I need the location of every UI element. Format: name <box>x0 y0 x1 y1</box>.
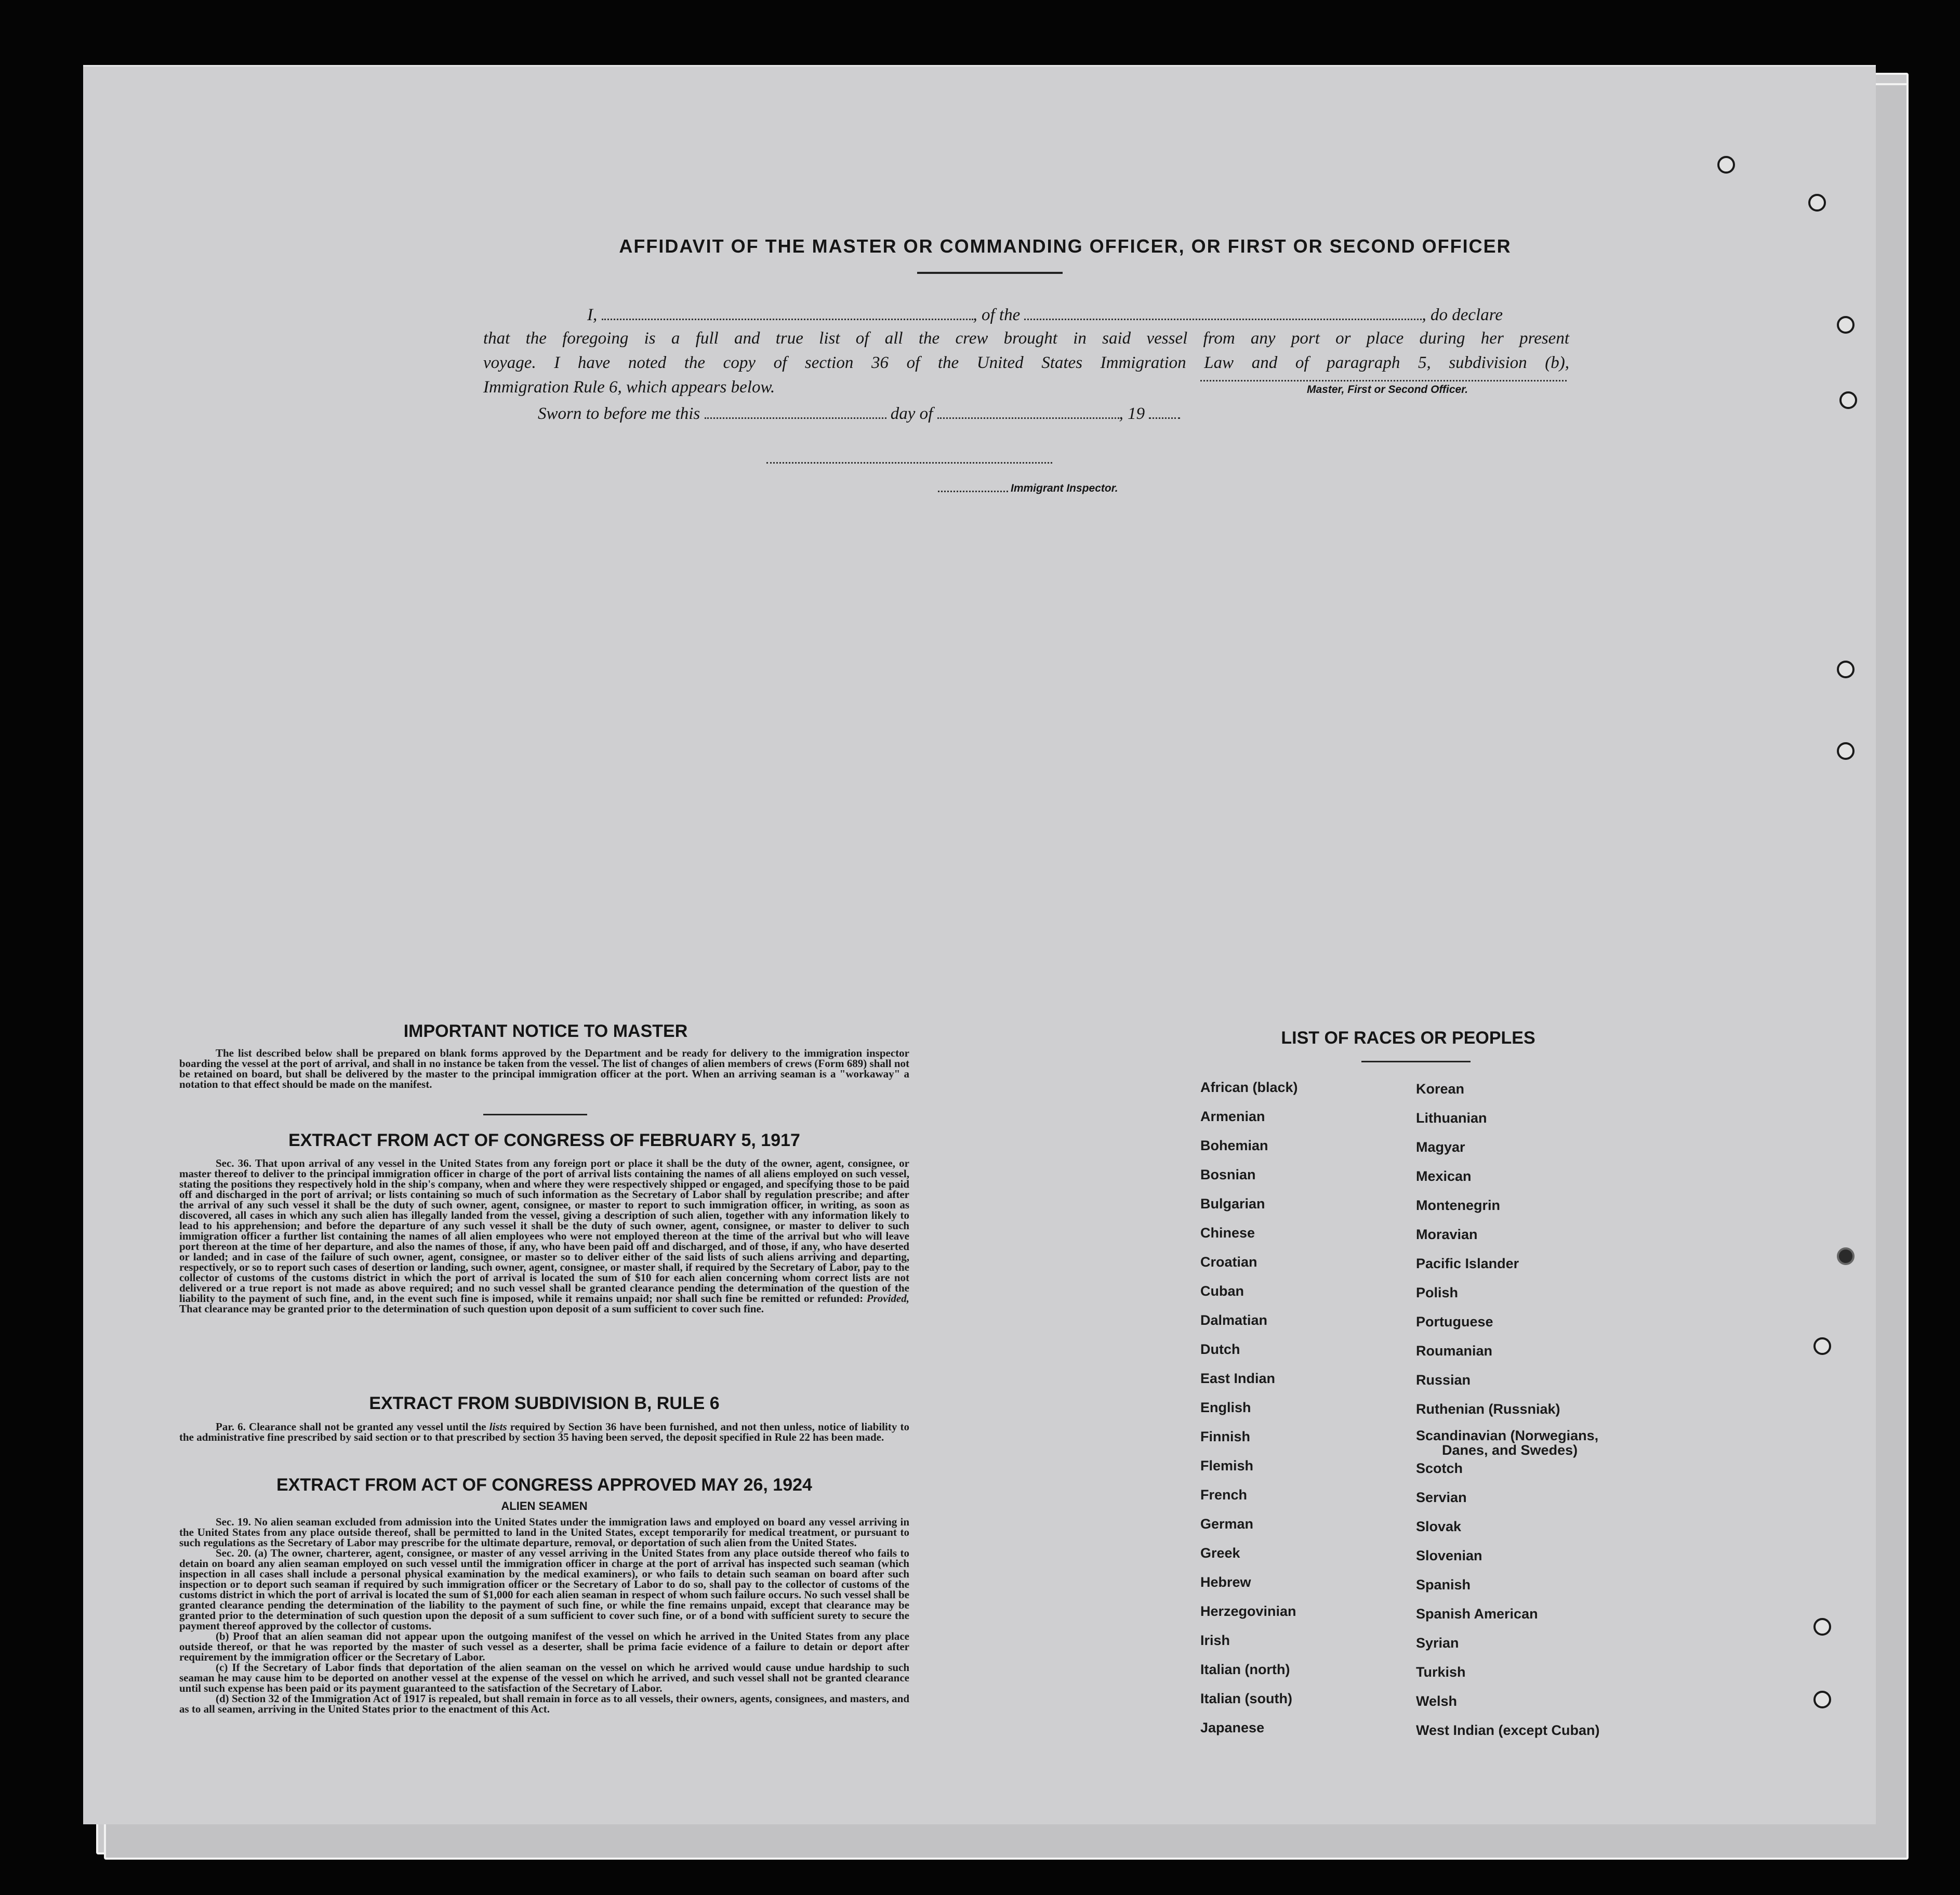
race-item: Pacific Islander <box>1416 1256 1519 1271</box>
sworn-line <box>538 402 1317 426</box>
lists-word: lists <box>489 1420 507 1433</box>
race-item: Cuban <box>1200 1283 1244 1299</box>
race-item: Bulgarian <box>1200 1196 1265 1212</box>
notice-paragraph: The list described below shall be prepared on blank forms approved by the Department and be ready for delivery to the immigration inspector boarding the vessel at the port of arrival, and shall in no instance be taken from the vessel. The list of changes of alien members of crews (Form 689) shall not be retained on board, but shall be delivered by the master to the principal immigration officer at the port. When an arriving seaman is a "workaway" a notation to that effect should be made on the manifest. <box>179 1047 909 1090</box>
race-item: Scotch <box>1416 1460 1463 1476</box>
extract-1917-text <box>179 1158 909 1314</box>
race-item: Scandinavian (Norwegians, <box>1416 1428 1599 1443</box>
do-declare-label: , do declare <box>1422 306 1503 324</box>
binder-hole <box>1837 1247 1855 1265</box>
race-item: Montenegrin <box>1416 1197 1500 1213</box>
inspector-signature-field[interactable] <box>766 462 1052 464</box>
sworn-year-field[interactable] <box>1149 417 1180 419</box>
race-item: German <box>1200 1516 1254 1532</box>
race-item: Italian (south) <box>1200 1691 1292 1706</box>
inspector-dotted-prefix <box>938 490 1008 492</box>
affidavit-line-2: that the foregoing is a full and true list of all the crew brought in said vessel from any port or place during her present <box>483 329 1569 348</box>
sec20c-paragraph: (c) If the Secretary of Labor finds that deportation of the alien seaman on the vessel on which he arrived would cause undue hardship to such seaman he may cause him to be deported on another vessel at the expense of the vessel on which he arrived, and such vessel shall not be granted clearance until such expense has been paid or its payment guaranteed to the satisfaction of the Secretary of Labor. <box>179 1661 909 1694</box>
title-underline <box>917 272 1063 274</box>
race-item: Bosnian <box>1200 1167 1256 1182</box>
race-item: Spanish American <box>1416 1606 1538 1622</box>
races-title-underline <box>1361 1061 1471 1062</box>
sworn-day-field[interactable] <box>705 417 886 419</box>
race-item: Ruthenian (Russniak) <box>1416 1401 1560 1417</box>
of-the-label: , of the <box>973 306 1021 324</box>
race-item: Magyar <box>1416 1139 1465 1155</box>
race-item: Chinese <box>1200 1225 1255 1241</box>
provided-word: Provided, <box>866 1292 909 1305</box>
notice-divider <box>483 1114 587 1115</box>
rule6-title: EXTRACT FROM SUBDIVISION B, RULE 6 <box>369 1393 720 1413</box>
notice-text <box>179 1048 909 1089</box>
binder-hole <box>1717 156 1735 174</box>
extract-1917-paragraph <box>179 1158 909 1314</box>
officer-signature-field[interactable] <box>1200 379 1567 381</box>
race-item: Finnish <box>1200 1429 1250 1444</box>
officer-signature-label: Master, First or Second Officer. <box>1307 384 1468 396</box>
race-item: Croatian <box>1200 1254 1257 1270</box>
sec19-paragraph: Sec. 19. No alien seaman excluded from admission into the United States under the immigration laws and employed on board any vessel arriving in the United States from any place outside thereof, shall be permitted to land in the United States, except temporarily for medical treatment, or pursuant to such regulations as the Secretary of Labor may prescribe for the ultimate departure, removal, or deportation of such alien from the United States. <box>179 1516 909 1549</box>
alien-seamen-subtitle: ALIEN SEAMEN <box>501 1499 588 1512</box>
binder-hole <box>1837 742 1855 760</box>
rule6-text <box>179 1422 909 1442</box>
binder-hole <box>1837 661 1855 678</box>
race-item: Irish <box>1200 1633 1230 1648</box>
affidavit-line-3: voyage. I have noted the copy of section 36 of the United States Immigration Law and of paragraph 5, subdivision (b), <box>483 353 1569 372</box>
race-item: English <box>1200 1400 1251 1415</box>
race-item: Korean <box>1416 1081 1465 1097</box>
race-item: Slovenian <box>1416 1548 1482 1563</box>
race-item: West Indian (except Cuban) <box>1416 1722 1600 1738</box>
affidavit-line-1 <box>535 303 1569 327</box>
sworn-year-label: , 19 <box>1119 404 1145 423</box>
affidavit-i-label: I, <box>587 306 598 324</box>
sworn-prefix: Sworn to before me this <box>538 404 700 423</box>
sec36-text-end: That clearance may be granted prior to the determination of such question upon deposit of a sum sufficient to cover such fine. <box>179 1302 764 1315</box>
master-name-field[interactable] <box>602 318 973 320</box>
form-sheet <box>83 65 1876 1824</box>
vessel-name-field[interactable] <box>1024 318 1422 320</box>
race-item: Dalmatian <box>1200 1312 1268 1328</box>
race-item: Herzegovinian <box>1200 1603 1296 1619</box>
binder-hole <box>1837 316 1855 334</box>
race-item: Spanish <box>1416 1577 1471 1593</box>
race-item: French <box>1200 1487 1248 1503</box>
binder-hole <box>1813 1618 1831 1636</box>
race-item: Flemish <box>1200 1458 1254 1473</box>
race-item: Servian <box>1416 1490 1467 1505</box>
sec20a-paragraph: Sec. 20. (a) The owner, charterer, agent, consignee, or master of any vessel arriving in the United States from any place outside thereof who fails to detain on board any alien seaman employed on such vessel until the immigration officer in charge at the port of arrival has inspected such seaman (which inspection in all cases shall include a personal physical examination by the medical examiners), or who fails to detain such seaman on board after such inspection or to deport such seaman if required by such immigration officer or the Secretary of Labor to do so, shall pay to the collector of customs of the customs district in which the port of arrival is located the sum of $1,000 for each alien seaman in respect of whom such failure occurs. No such vessel shall be granted clearance pending the determination of the liability to the payment of such fine, or while the fine remains unpaid, except that clearance may be granted prior to the determination of such question upon the deposit of a sum sufficient to cover such fine, or of a bond with sufficient surety to secure the payment thereof approved by the collector of customs. <box>179 1547 909 1632</box>
sec20b-paragraph: (b) Proof that an alien seaman did not appear upon the outgoing manifest of the vessel on which he arrived in the United States from any place outside thereof, or that he was reported by the master of such vessel as a deserter, shall be prima facie evidence of a failure to detain or deport after requirement by the immigration officer or the Secretary of Labor. <box>179 1630 909 1663</box>
rule6-paragraph <box>179 1422 909 1442</box>
extract-1924-text <box>179 1517 909 1714</box>
race-item: Syrian <box>1416 1635 1459 1651</box>
affidavit-title: AFFIDAVIT OF THE MASTER OR COMMANDING OFFICER, OR FIRST OR SECOND OFFICER <box>619 235 1512 257</box>
race-item: Armenian <box>1200 1109 1265 1124</box>
binder-hole <box>1813 1337 1831 1355</box>
sec36-text: Sec. 36. That upon arrival of any vessel in the United States from any foreign port or place it shall be the duty of the owner, agent, consignee, or master thereof to deliver to the principal immigration officer in charge of the port of arrival lists containing the names of all aliens employed on such vessel, stating the positions they respectively hold in the ship's company, when and where they were respectively shipped or engaged, and specifying those to be paid off and discharged in the port of arrival; or lists containing so much of such information as the Secretary of Labor shall by regulation prescribe; and after the arrival of any such vessel it shall be the duty of such owner, agent, consignee, or master to report to such immigration officer, in writing, as soon as discovered, all cases in which any such alien has illegally landed from the vessel, giving a description of such alien, together with any information likely to lead to his apprehension; and before the departure of any such vessel it shall be the duty of such owner, agent, consignee, or master to deliver to such immigration officer a further list containing the names of all alien employees who were not employed thereon at the time of the arrival but who will leave port thereon at the time of her departure, and also the names of those, if any, who have been paid off and discharged, and of those, if any, who have deserted or landed; and in case of the failure of such owner, agent, consignee, or master so to deliver either of the said lists of such aliens arriving and departing, respectively, or so to report such cases of desertion or landing, such owner, agent, consignee, or master shall, if required by the Secretary of Labor, pay to the collector of customs of the customs district in which the port of arrival is located the sum of $10 for each alien concerning whom correct lists are not delivered or a true report is not made as above required; and no such vessel shall be granted clearance pending the determination of the question of the liability to the payment of such fine, and, in the event such fine is imposed, while it remains unpaid; nor shall such fine be remitted or refunded: <box>179 1157 909 1305</box>
race-item: Slovak <box>1416 1519 1462 1534</box>
race-item: Dutch <box>1200 1341 1240 1357</box>
race-item: East Indian <box>1200 1371 1276 1386</box>
race-item: Greek <box>1200 1545 1240 1561</box>
rule6-text-a: Par. 6. Clearance shall not be granted any vessel until the <box>216 1420 486 1433</box>
race-item: Japanese <box>1200 1720 1265 1735</box>
race-item: Polish <box>1416 1285 1459 1300</box>
rule6-text-b: required by Section 36 have been furnished, and not then unless, notice of liability to the administrative fine prescribed by said section or to that prescribed by section 35 having been served, the deposit specified in Rule 22 has been made. <box>179 1420 909 1443</box>
race-item: Hebrew <box>1200 1574 1251 1590</box>
race-item: Moravian <box>1416 1227 1478 1242</box>
race-item: Lithuanian <box>1416 1110 1487 1126</box>
races-title: LIST OF RACES OR PEOPLES <box>1281 1028 1535 1048</box>
race-item: Danes, and Swedes) <box>1442 1442 1578 1458</box>
race-item: Russian <box>1416 1372 1471 1388</box>
extract-1917-title: EXTRACT FROM ACT OF CONGRESS OF FEBRUARY 5, 1917 <box>288 1130 800 1150</box>
race-item: Bohemian <box>1200 1138 1268 1153</box>
binder-hole <box>1839 391 1857 409</box>
race-item: African (black) <box>1200 1080 1298 1095</box>
race-item: Portuguese <box>1416 1314 1493 1330</box>
inspector-label: Immigrant Inspector. <box>1011 482 1118 494</box>
race-item: Mexican <box>1416 1168 1472 1184</box>
notice-title: IMPORTANT NOTICE TO MASTER <box>403 1021 688 1041</box>
sworn-month-field[interactable] <box>937 417 1119 419</box>
race-item: Roumanian <box>1416 1343 1493 1359</box>
sec20d-paragraph: (d) Section 32 of the Immigration Act of 1917 is repealed, but shall remain in force as to all vessels, their owners, agents, consignees, and masters, and as to all seamen, arriving in the United States prior to the enactment of this Act. <box>179 1692 909 1715</box>
extract-1924-title: EXTRACT FROM ACT OF CONGRESS APPROVED MAY 26, 1924 <box>276 1475 812 1495</box>
sworn-day-label: day of <box>890 404 933 423</box>
affidavit-line-4: Immigration Rule 6, which appears below. <box>483 378 775 397</box>
binder-hole <box>1813 1691 1831 1708</box>
race-item: Welsh <box>1416 1693 1458 1709</box>
binder-hole <box>1808 194 1826 212</box>
race-item: Turkish <box>1416 1664 1466 1680</box>
race-item: Italian (north) <box>1200 1662 1290 1677</box>
